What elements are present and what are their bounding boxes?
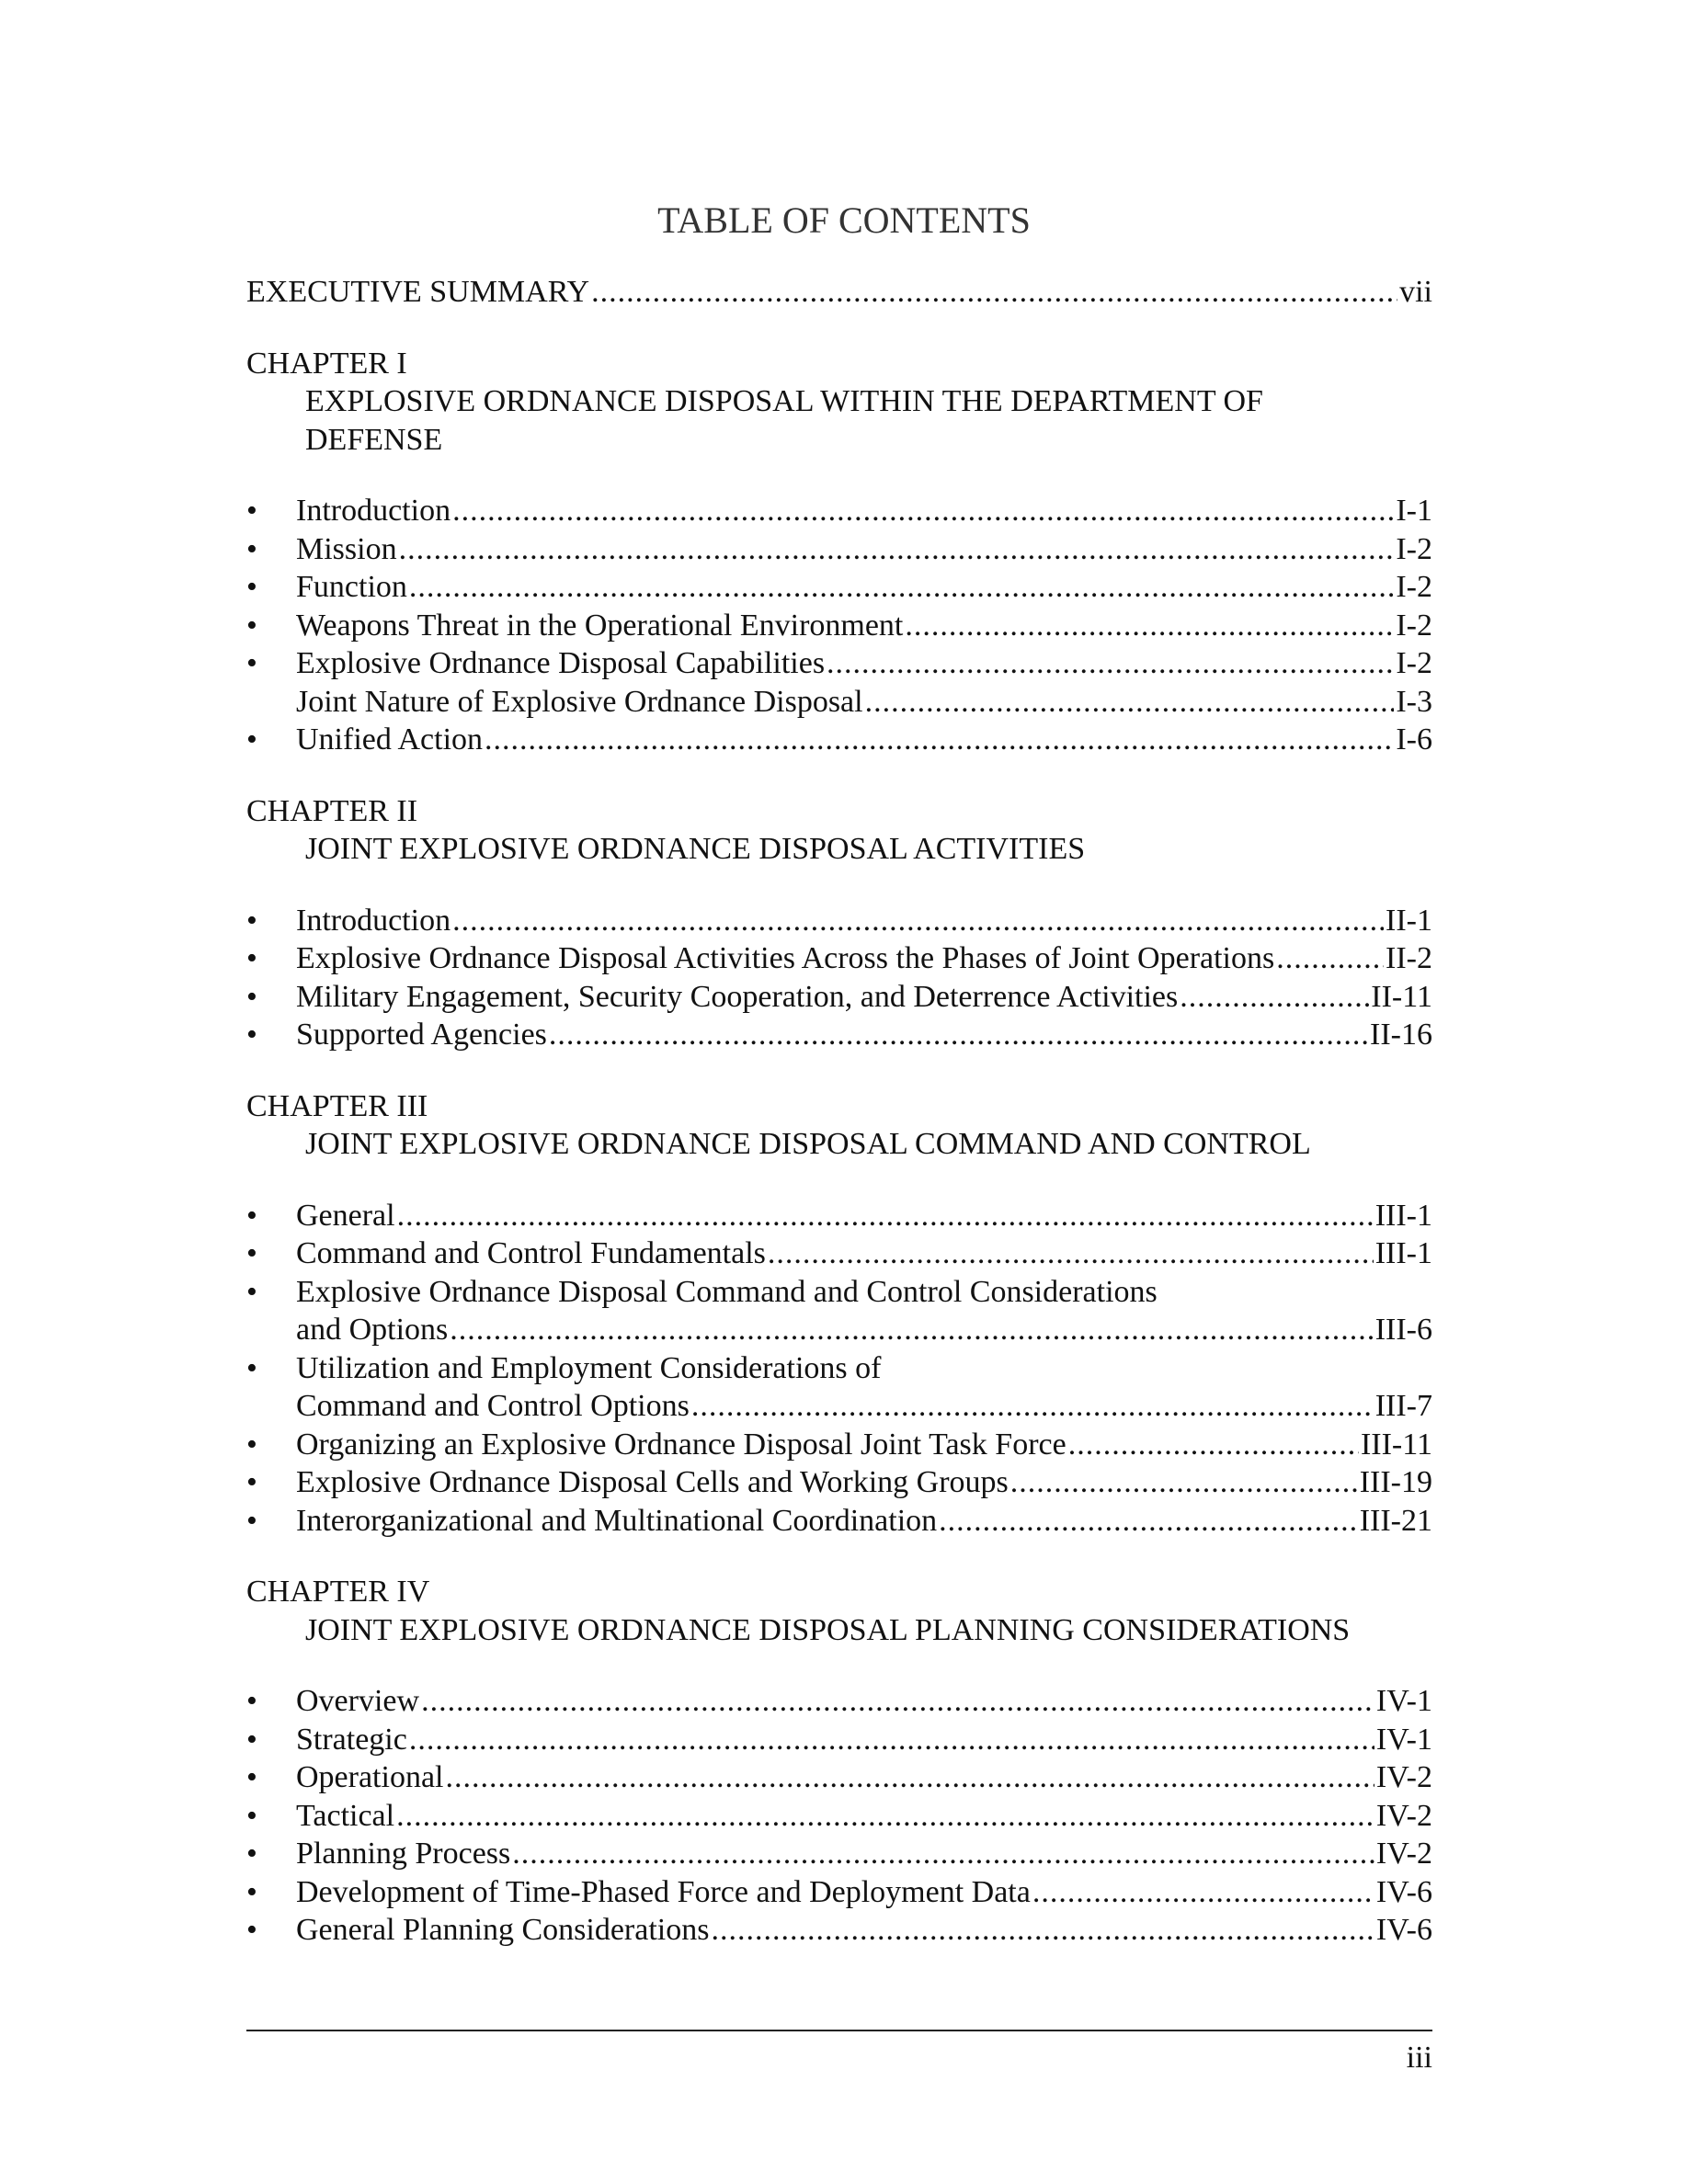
toc-entry-page: I-1	[1396, 494, 1432, 528]
dot-leader	[827, 644, 1394, 683]
toc-entry-page: II-1	[1386, 903, 1432, 938]
footer-page-number: iii	[1406, 2041, 1432, 2075]
bullet-icon: •	[246, 1913, 257, 1947]
dot-leader	[691, 1387, 1374, 1426]
dot-leader	[452, 902, 1384, 940]
toc-entry-label-line: Explosive Ordnance Disposal Command and Control Considerations	[296, 1274, 1158, 1309]
toc-entry[interactable]	[246, 568, 1432, 607]
toc-entry[interactable]	[246, 1234, 1432, 1273]
toc-entry-label: Tactical	[296, 1798, 395, 1833]
toc-entry-page: IV-2	[1375, 1798, 1432, 1833]
chapter-block	[246, 1573, 1432, 1950]
chapter-list	[246, 345, 1432, 1950]
toc-entry-page: III-11	[1360, 1427, 1432, 1462]
toc-entry[interactable]	[246, 1911, 1432, 1950]
toc-entry[interactable]	[246, 530, 1432, 569]
bullet-icon: •	[246, 608, 257, 643]
bullet-icon: •	[246, 979, 257, 1014]
toc-entry-label: Weapons Threat in the Operational Environment	[296, 608, 904, 643]
toc-entry-page: IV-2	[1375, 1837, 1432, 1871]
dot-leader	[396, 1797, 1374, 1836]
toc-entry-page: IV-1	[1375, 1722, 1432, 1757]
toc-entry-label: Mission	[296, 531, 397, 566]
toc-entry[interactable]	[246, 644, 1432, 683]
toc-entry[interactable]	[246, 939, 1432, 978]
toc-entry-label: Command and Control Options	[296, 1389, 690, 1423]
bullet-icon: •	[246, 1198, 257, 1233]
chapter-heading: CHAPTER III	[246, 1088, 428, 1123]
chapter-block	[246, 792, 1432, 1054]
dot-leader	[1032, 1873, 1374, 1912]
toc-entry[interactable]	[246, 721, 1432, 759]
toc-entry-label: Joint Nature of Explosive Ordnance Disposal	[296, 684, 863, 719]
toc-entry-label: General Planning Considerations	[296, 1913, 710, 1947]
toc-entry-page: IV-6	[1375, 1913, 1432, 1947]
toc-entry-label: Introduction	[296, 494, 451, 528]
toc-entry-label: Military Engagement, Security Cooperation, and Deterrence Activities	[296, 979, 1179, 1014]
bullet-icon: •	[246, 1722, 257, 1757]
chapter-block	[246, 1087, 1432, 1541]
chapter-heading: CHAPTER I	[246, 346, 407, 381]
toc-entry-label: Explosive Ordnance Disposal Capabilities	[296, 646, 826, 680]
dot-leader	[512, 1835, 1374, 1873]
toc-entry-page: II-11	[1371, 979, 1432, 1014]
toc-entry[interactable]	[246, 683, 1432, 722]
bullet-icon: •	[246, 1837, 257, 1871]
toc-entry-label: General	[296, 1198, 395, 1233]
toc-entry[interactable]	[246, 1387, 1432, 1426]
bullet-icon: •	[246, 1018, 257, 1052]
dot-leader	[399, 530, 1395, 569]
dot-leader	[549, 1016, 1368, 1054]
toc-entry[interactable]	[246, 1426, 1432, 1464]
toc-entry-page: II-2	[1386, 941, 1432, 975]
toc-entry-page: I-2	[1396, 646, 1432, 680]
toc-entry[interactable]	[246, 902, 1432, 940]
dot-leader	[450, 1311, 1373, 1349]
toc-entry[interactable]	[246, 1682, 1432, 1721]
toc-entry-page: III-21	[1359, 1503, 1432, 1538]
toc-entry[interactable]	[246, 1016, 1432, 1054]
toc-entry[interactable]	[246, 1311, 1432, 1349]
dot-leader	[1068, 1426, 1359, 1464]
toc-entry-label: Operational	[296, 1760, 444, 1794]
dot-leader	[768, 1234, 1374, 1273]
bullet-icon: •	[246, 646, 257, 680]
toc-entry-page: III-19	[1359, 1465, 1432, 1499]
toc-entry-page: I-2	[1396, 531, 1432, 566]
toc-entry-page: IV-6	[1375, 1874, 1432, 1909]
toc-entry-label: Organizing an Explosive Ordnance Disposal Joint Task Force	[296, 1427, 1066, 1462]
bullet-icon: •	[246, 1236, 257, 1270]
bullet-icon: •	[246, 1798, 257, 1833]
toc-entry-label: Supported Agencies	[296, 1018, 547, 1052]
bullet-icon: •	[246, 1465, 257, 1499]
bullet-icon: •	[246, 1427, 257, 1462]
toc-entry-label: Strategic	[296, 1722, 407, 1757]
toc-entry-label: Explosive Ordnance Disposal Cells and Working Groups	[296, 1465, 1009, 1499]
bullet-icon: •	[246, 722, 257, 756]
toc-entry[interactable]	[246, 607, 1432, 645]
toc-entry-page: II-16	[1370, 1018, 1432, 1052]
chapter-subtitle: DEFENSE	[305, 422, 443, 457]
toc-entry-label: Development of Time-Phased Force and Deployment Data	[296, 1874, 1031, 1909]
toc-entry[interactable]	[246, 978, 1432, 1017]
toc-entry-label: Overview	[296, 1684, 420, 1718]
toc-entry[interactable]	[246, 1721, 1432, 1759]
dot-leader	[421, 1682, 1374, 1721]
toc-entry[interactable]	[246, 1197, 1432, 1235]
dot-leader	[1180, 978, 1369, 1017]
bullet-icon: •	[246, 531, 257, 566]
dot-leader	[939, 1502, 1358, 1541]
dot-leader	[409, 1721, 1374, 1759]
bullet-icon: •	[246, 1684, 257, 1718]
chapter-subtitle: JOINT EXPLOSIVE ORDNANCE DISPOSAL PLANNING CONSIDERATIONS	[305, 1612, 1351, 1647]
bullet-icon: •	[246, 494, 257, 528]
toc-entry-label: Unified Action	[296, 722, 484, 756]
toc-entry-page: I-3	[1396, 684, 1432, 719]
dot-leader	[865, 683, 1395, 722]
bullet-icon: •	[246, 903, 257, 938]
toc-entry-page: III-7	[1374, 1389, 1432, 1423]
toc-entry[interactable]	[246, 492, 1432, 530]
dot-leader	[905, 607, 1394, 645]
toc-entry[interactable]	[246, 1873, 1432, 1912]
toc-entry-page: I-2	[1396, 608, 1432, 643]
chapter-heading: CHAPTER IV	[246, 1575, 430, 1609]
dot-leader	[485, 721, 1394, 759]
dot-leader	[1010, 1463, 1358, 1502]
toc-entry-label-line: Utilization and Employment Considerations of	[296, 1350, 882, 1385]
dot-leader	[452, 492, 1394, 530]
toc-entry[interactable]	[246, 1463, 1432, 1502]
toc-entry-first-line[interactable]	[246, 1349, 1432, 1388]
dot-leader	[446, 1758, 1374, 1797]
toc-entry-page: vii	[1399, 275, 1432, 309]
toc-entry-page: I-6	[1396, 722, 1432, 756]
toc-entry-label: Interorganizational and Multinational Coordination	[296, 1503, 938, 1538]
toc-entry-label: and Options	[296, 1313, 449, 1347]
chapter-entries	[246, 1682, 1432, 1950]
toc-entry[interactable]	[246, 1502, 1432, 1541]
toc-entry[interactable]	[246, 1835, 1432, 1873]
chapter-subtitle: JOINT EXPLOSIVE ORDNANCE DISPOSAL COMMAND AND CONTROL	[305, 1127, 1311, 1161]
dot-leader	[397, 1197, 1374, 1235]
dot-leader	[591, 273, 1397, 312]
toc-entry-label: Explosive Ordnance Disposal Activities Across the Phases of Joint Operations	[296, 941, 1275, 975]
bullet-icon: •	[246, 1350, 257, 1385]
chapter-subtitle: JOINT EXPLOSIVE ORDNANCE DISPOSAL ACTIVITIES	[305, 832, 1086, 866]
dot-leader	[1276, 939, 1384, 978]
chapter-subtitle: EXPLOSIVE ORDNANCE DISPOSAL WITHIN THE DEPARTMENT OF	[305, 384, 1263, 418]
bullet-icon: •	[246, 1274, 257, 1309]
bullet-icon: •	[246, 1874, 257, 1909]
toc-entry-page: IV-1	[1375, 1684, 1432, 1718]
chapter-entries	[246, 492, 1432, 759]
dot-leader	[711, 1911, 1374, 1950]
toc-entry-page: I-2	[1396, 570, 1432, 604]
toc-entry[interactable]	[246, 1797, 1432, 1836]
page-title: TABLE OF CONTENTS	[657, 199, 1031, 241]
toc-entry-label: Function	[296, 570, 407, 604]
toc-entry-page: III-6	[1374, 1313, 1432, 1347]
bullet-icon: •	[246, 1760, 257, 1794]
toc-entry-page: IV-2	[1375, 1760, 1432, 1794]
toc-entry-page: III-1	[1374, 1198, 1432, 1233]
bullet-icon: •	[246, 941, 257, 975]
bullet-icon: •	[246, 570, 257, 604]
chapter-entries	[246, 902, 1432, 1054]
dot-leader	[409, 568, 1394, 607]
chapter-block	[246, 345, 1432, 759]
toc-entry-first-line[interactable]	[246, 1273, 1432, 1312]
toc-entry-page: III-1	[1374, 1236, 1432, 1270]
toc-entry[interactable]	[246, 1758, 1432, 1797]
table-of-contents	[246, 273, 1432, 1950]
bullet-icon: •	[246, 1503, 257, 1538]
toc-entry-executive-summary[interactable]	[246, 273, 1432, 312]
toc-entry-label: EXECUTIVE SUMMARY	[246, 275, 590, 309]
toc-entry-label: Command and Control Fundamentals	[296, 1236, 766, 1270]
toc-entry-label: Introduction	[296, 903, 451, 938]
footer-divider	[246, 2030, 1432, 2031]
toc-entry-label: Planning Process	[296, 1837, 511, 1871]
chapter-entries	[246, 1197, 1432, 1541]
chapter-heading: CHAPTER II	[246, 793, 418, 828]
